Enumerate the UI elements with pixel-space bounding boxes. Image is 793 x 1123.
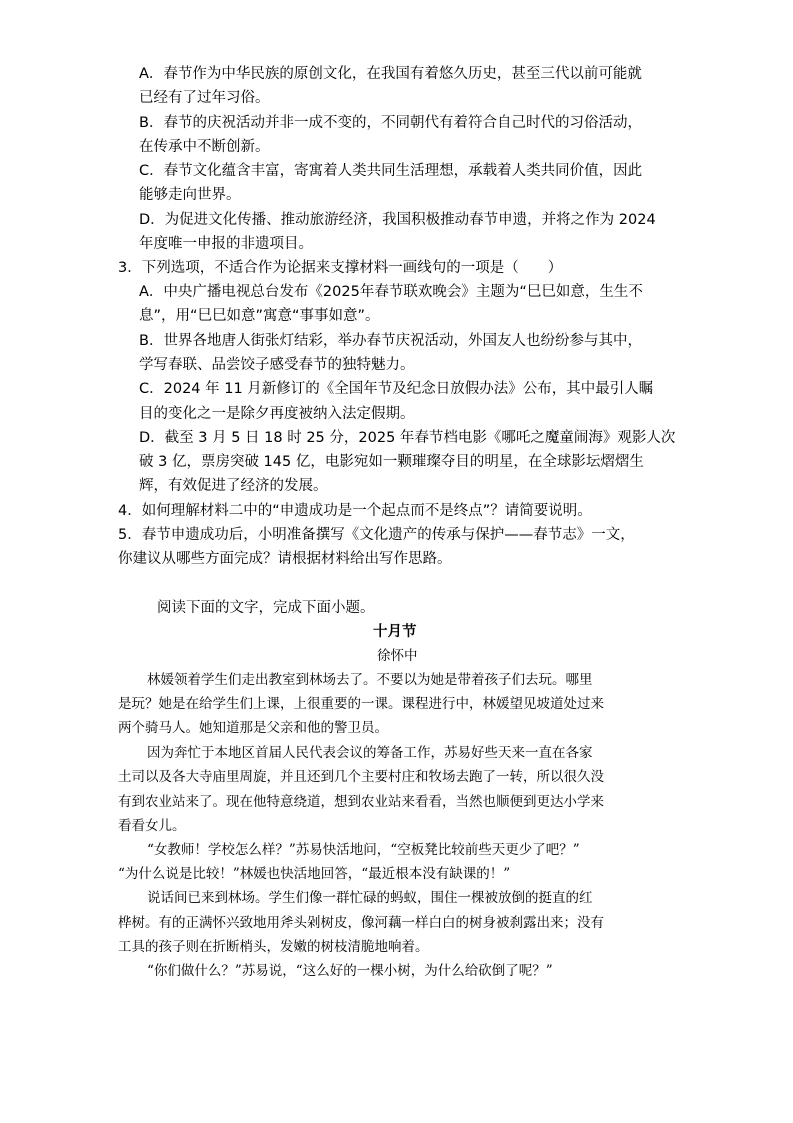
paragraph-1-line3: 两个骑马人。她知道那是父亲和他的警卫员。 <box>118 720 388 736</box>
q5-stem-line2: 你建议从哪些方面完成？请根据材料给出写作思路。 <box>118 551 452 567</box>
passage-author: 徐怀中 <box>377 648 418 664</box>
paragraph-1-line2: 是玩？她是在给学生们上课，上很重要的一课。课程进行中，林媛望见坡道处过来 <box>118 696 604 712</box>
q5-stem-line1: 5．春节申遗成功后，小明准备撰写《文化遗产的传承与保护——春节志》一文， <box>118 527 635 543</box>
passage-title: 十月节 <box>373 624 417 640</box>
paragraph-2-line2: 土司以及各大寺庙里周旋，并且还到几个主要村庄和牧场去跑了一转，所以很久没 <box>118 769 604 785</box>
q2-option-c-line1: C．春节文化蕴含丰富，寄寓着人类共同生活理想，承载着人类共同价值，因此 <box>139 163 643 179</box>
q3-option-c-line2: 目的变化之一是除夕再度被纳入法定假期。 <box>139 406 415 422</box>
paragraph-3-line1: “女教师！学校怎么样？”苏易快活地问，“空板凳比较前些天更少了吧？” <box>147 842 580 858</box>
q3-option-a-line1: A．中央广播电视总台发布《2025年春节联欢晚会》主题为“巳巳如意，生生不 <box>139 284 643 300</box>
q2-option-d-line1: D．为促进文化传播、推动旅游经济，我国积极推动春节申遗，并将之作为 2024 <box>139 212 656 228</box>
q3-option-a-line2: 息”，用“巳巳如意”寓意“事事如意”。 <box>139 308 380 324</box>
q3-option-d-line3: 辉，有效促进了经济的发展。 <box>139 478 328 494</box>
paragraph-2-line1: 因为奔忙于本地区首届人民代表会议的筹备工作，苏易好些天来一直在各家 <box>147 745 593 761</box>
q4-stem: 4．如何理解材料二中的“申遗成功是一个起点而不是终点”？请简要说明。 <box>118 503 592 519</box>
paragraph-3-line2: “为什么说是比较！”林媛也快活地回答，“最近根本没有缺课的！” <box>118 866 511 882</box>
q3-option-d-line1: D．截至 3 月 5 日 18 时 25 分，2025 年春节档电影《哪吒之魔童闹海》观影人次 <box>139 430 676 446</box>
q2-option-b-line2: 在传承中不断创新。 <box>139 139 270 155</box>
paragraph-5-line1: “你们做什么？”苏易说，“这么好的一棵小树，为什么给砍倒了呢？” <box>147 963 553 979</box>
paragraph-4-line2: 桦树。有的正满怀兴致地用斧头剁树皮，像河藕一样白白的树身被刹露出来；没有 <box>118 915 604 931</box>
paragraph-2-line3: 有到农业站来了。现在他特意绕道，想到农业站来看看，当然也顺便到更达小学来 <box>118 794 604 810</box>
q2-option-c-line2: 能够走向世界。 <box>139 187 241 203</box>
paragraph-4-line3: 工具的孩子则在折断梢头，发嫩的树枝清脆地响着。 <box>118 939 429 955</box>
q3-option-b-line2: 学写春联、品尝饺子感受春节的独特魅力。 <box>139 357 415 373</box>
q2-option-b-line1: B．春节的庆祝活动并非一成不变的，不同朝代有着符合自己时代的习俗活动， <box>139 115 642 131</box>
q3-option-c-line1: C．2024 年 11 月新修订的《全国年节及纪念日放假办法》公布，其中最引人瞩 <box>139 381 654 397</box>
q2-option-a-line2: 已经有了过年习俗。 <box>139 90 270 106</box>
paragraph-1-line1: 林媛领着学生们走出教室到林场去了。不要以为她是带着孩子们去玩。哪里 <box>147 672 593 688</box>
q2-option-a-line1: A．春节作为中华民族的原创文化，在我国有着悠久历史，甚至三代以前可能就 <box>139 66 642 82</box>
paragraph-4-line1: 说话间已来到林场。学生们像一群忙碌的蚂蚁，围住一棵被放倒的挺直的红 <box>147 890 593 906</box>
q3-option-b-line1: B．世界各地唐人街张灯结彩，举办春节庆祝活动，外国友人也纷纷参与其中， <box>139 333 642 349</box>
q3-stem: 3．下列选项，不适合作为论据来支撑材料一画线句的一项是（ ） <box>118 260 563 276</box>
q2-option-d-line2: 年度唯一申报的非遗项目。 <box>139 236 313 252</box>
paragraph-2-line4: 看看女儿。 <box>118 818 186 834</box>
q3-option-d-line2: 破 3 亿，票房突破 145 亿，电影宛如一颗璀璨夺目的明星，在全球影坛熠熠生 <box>139 454 644 470</box>
reading-instruction: 阅读下面的文字，完成下面小题。 <box>157 600 375 616</box>
